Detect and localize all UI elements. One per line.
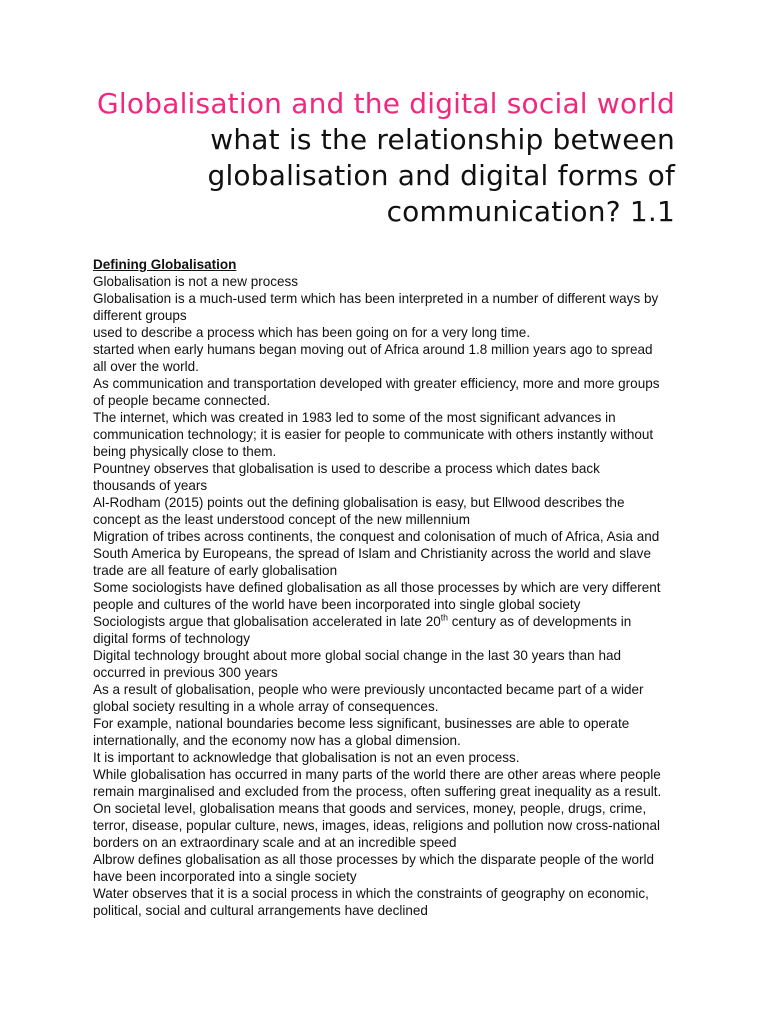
title-block xyxy=(93,86,675,230)
paragraph: Water observes that it is a social process in which the constraints of geography on economic, political, social and cultural arrangements have declined xyxy=(93,885,649,918)
paragraph-text: Sociologists argue that globalisation accelerated in late 20 xyxy=(93,613,441,629)
paragraph: Globalisation is a much-used term which has been interpreted in a number of different ways by different groups xyxy=(93,290,659,323)
paragraph: Globalisation is not a new process xyxy=(93,273,299,289)
paragraph: Albrow defines globalisation as all those processes by which the disparate people of the world have been incorporated into a single society xyxy=(93,851,654,884)
paragraph: For example, national boundaries become less significant, businesses are able to operate internationally, and the economy now has a global dimension. xyxy=(93,715,630,748)
document-title: Globalisation and the digital social world xyxy=(97,87,675,120)
paragraph: used to describe a process which has been going on for a very long time. xyxy=(93,324,531,340)
paragraph-text: century as of developments in digital forms of technology xyxy=(93,613,632,646)
section-heading: Defining Globalisation xyxy=(93,256,237,272)
paragraph: Al-Rodham (2015) points out the defining globalisation is easy, but Ellwood describes the concept as the least understood concept of the new millennium xyxy=(93,494,625,527)
paragraph: On societal level, globalisation means that goods and services, money, people, drugs, crime, terror, disease, popular culture, news, images, ideas, religions and pollution now cross-national borders on an extraordinary scale and at an incredible speed xyxy=(93,800,660,850)
paragraph: As a result of globalisation, people who were previously uncontacted became part of a wider global society resulting in a whole array of consequences. xyxy=(93,681,644,714)
paragraph: It is important to acknowledge that globalisation is not an even process. xyxy=(93,749,520,765)
paragraph: started when early humans began moving out of Africa around 1.8 million years ago to spread all over the world. xyxy=(93,341,653,374)
paragraph: Some sociologists have defined globalisation as all those processes by which are very different people and cultures of the world have been incorporated into single global society xyxy=(93,579,661,612)
document-subtitle: what is the relationship between globalisation and digital forms of communication? 1.1 xyxy=(207,123,675,228)
paragraph: As communication and transportation developed with greater efficiency, more and more groups of people became connected. xyxy=(93,375,660,408)
paragraph: Digital technology brought about more global social change in the last 30 years than had occurred in previous 300 years xyxy=(93,647,621,680)
paragraph: While globalisation has occurred in many parts of the world there are other areas where people remain marginalised and excluded from the process, often suffering great inequality as a result. xyxy=(93,766,662,799)
paragraph xyxy=(93,613,662,647)
superscript: th xyxy=(440,612,448,623)
paragraph: Migration of tribes across continents, the conquest and colonisation of much of Africa, Asia and South America by Europeans, the spread of Islam and Christianity across the world and slave trade are all feature of early globalisation xyxy=(93,528,660,578)
paragraph: Pountney observes that globalisation is used to describe a process which dates back thousands of years xyxy=(93,460,600,493)
document-body xyxy=(93,256,662,919)
paragraph: The internet, which was created in 1983 led to some of the most significant advances in communication technology; it is easier for people to communicate with others instantly without being physically close to them. xyxy=(93,409,654,459)
